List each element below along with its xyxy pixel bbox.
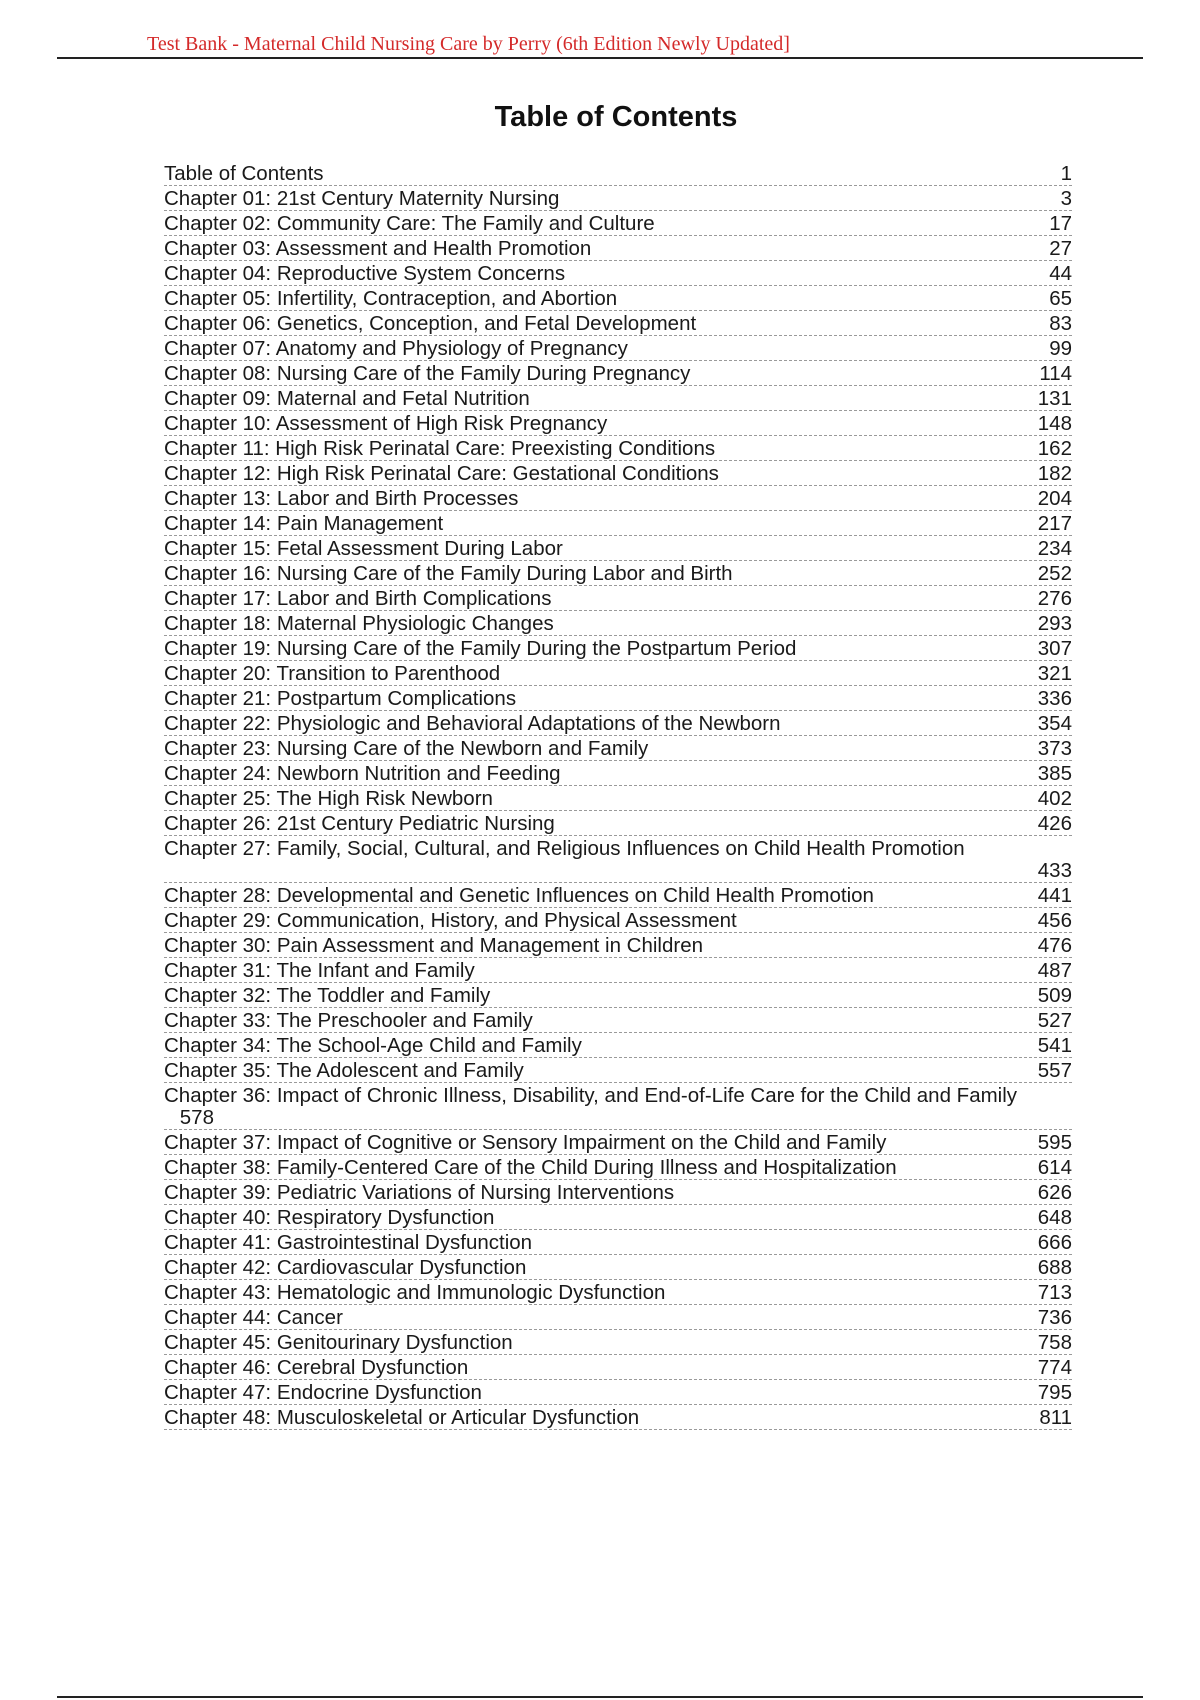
toc-entry-label: Chapter 33: The Preschooler and Family	[164, 1010, 533, 1032]
toc-entry-page-number: 476	[1037, 934, 1072, 957]
toc-entry-page-number: 307	[1037, 637, 1072, 660]
toc-entry-label: Chapter 03: Assessment and Health Promotion	[164, 238, 592, 260]
toc-entry-page-number: 648	[1037, 1206, 1072, 1229]
toc-entry[interactable]	[164, 186, 1072, 211]
running-header-title: Test Bank - Maternal Child Nursing Care by Perry (6th Edition Newly Updated]	[147, 33, 790, 55]
toc-entry-label: Chapter 27: Family, Social, Cultural, and Religious Influences on Child Health Promotion	[164, 838, 965, 860]
toc-entry-page-number: 44	[1049, 262, 1072, 285]
toc-entry[interactable]	[164, 1405, 1072, 1430]
toc-entry-label: Chapter 42: Cardiovascular Dysfunction	[164, 1257, 527, 1279]
toc-entry-page-number: 182	[1037, 462, 1072, 485]
toc-entry[interactable]	[164, 1008, 1072, 1033]
toc-entry-page-number: 293	[1037, 612, 1072, 635]
toc-entry-page-number: 3	[1060, 187, 1072, 210]
toc-entry-page-number: 204	[1037, 487, 1072, 510]
toc-entry[interactable]	[164, 1305, 1072, 1330]
toc-entry-page-number: 441	[1037, 884, 1072, 907]
toc-entry[interactable]	[164, 1155, 1072, 1180]
toc-entry[interactable]	[164, 1180, 1072, 1205]
toc-entry-label: Chapter 16: Nursing Care of the Family During Labor and Birth	[164, 563, 733, 585]
toc-entry[interactable]	[164, 561, 1072, 586]
toc-entry-label: Chapter 44: Cancer	[164, 1307, 343, 1329]
toc-entry[interactable]	[164, 711, 1072, 736]
toc-entry-label: Table of Contents	[164, 163, 324, 185]
toc-entry-label: Chapter 47: Endocrine Dysfunction	[164, 1382, 482, 1404]
toc-entry[interactable]	[164, 586, 1072, 611]
toc-entry-page-number: 17	[1049, 212, 1072, 235]
toc-entry[interactable]	[164, 736, 1072, 761]
toc-entry-label: Chapter 15: Fetal Assessment During Labor	[164, 538, 563, 560]
toc-entry[interactable]	[164, 686, 1072, 711]
toc-entry-label: Chapter 23: Nursing Care of the Newborn and Family	[164, 738, 649, 760]
toc-entry-page-number: 1	[1060, 162, 1072, 185]
toc-entry-label: Chapter 48: Musculoskeletal or Articular Dysfunction	[164, 1407, 640, 1429]
toc-entry-page-number: 509	[1037, 984, 1072, 1007]
toc-entry-page-number: 99	[1049, 337, 1072, 360]
toc-entry-page-number: 688	[1037, 1256, 1072, 1279]
toc-entry[interactable]	[164, 1230, 1072, 1255]
toc-entry-label: Chapter 40: Respiratory Dysfunction	[164, 1207, 495, 1229]
toc-entry-label: Chapter 12: High Risk Perinatal Care: Gestational Conditions	[164, 463, 719, 485]
toc-entry[interactable]	[164, 883, 1072, 908]
toc-entry[interactable]	[164, 1355, 1072, 1380]
toc-entry-page-number: 373	[1037, 737, 1072, 760]
toc-entry-label: Chapter 07: Anatomy and Physiology of Pregnancy	[164, 338, 628, 360]
toc-entry[interactable]	[164, 836, 1072, 883]
toc-entry[interactable]	[164, 908, 1072, 933]
toc-entry-label: Chapter 08: Nursing Care of the Family During Pregnancy	[164, 363, 691, 385]
toc-entry[interactable]	[164, 236, 1072, 261]
toc-entry[interactable]	[164, 436, 1072, 461]
toc-entry-label: Chapter 11: High Risk Perinatal Care: Preexisting Conditions	[164, 438, 716, 460]
toc-entry-label: Chapter 28: Developmental and Genetic Influences on Child Health Promotion	[164, 885, 874, 907]
toc-entry-label: Chapter 20: Transition to Parenthood	[164, 663, 501, 685]
toc-entry-label: Chapter 32: The Toddler and Family	[164, 985, 491, 1007]
toc-entry[interactable]	[164, 661, 1072, 686]
toc-entry[interactable]	[164, 411, 1072, 436]
toc-entry[interactable]	[164, 286, 1072, 311]
toc-entry-page-number: 148	[1037, 412, 1072, 435]
toc-entry-label: Chapter 26: 21st Century Pediatric Nursing	[164, 813, 555, 835]
toc-entry[interactable]	[164, 1205, 1072, 1230]
toc-entry-label: Chapter 09: Maternal and Fetal Nutrition	[164, 388, 530, 410]
toc-entry-page-number: 774	[1037, 1356, 1072, 1379]
toc-entry-label: Chapter 01: 21st Century Maternity Nursing	[164, 188, 560, 210]
toc-entry-page-number: 131	[1037, 387, 1072, 410]
toc-entry-label: Chapter 06: Genetics, Conception, and Fetal Development	[164, 313, 697, 335]
toc-entry-page-number: 595	[1037, 1131, 1072, 1154]
toc-entry-label: Chapter 39: Pediatric Variations of Nursing Interventions	[164, 1182, 675, 1204]
toc-entry[interactable]	[164, 311, 1072, 336]
toc-entry-page-number: 614	[1037, 1156, 1072, 1179]
toc-entry[interactable]	[164, 811, 1072, 836]
toc-entry-label: Chapter 17: Labor and Birth Complications	[164, 588, 552, 610]
toc-entry-page-number: 713	[1037, 1281, 1072, 1304]
toc-entry-page-number: 557	[1037, 1059, 1072, 1082]
toc-entry-page-number: 252	[1037, 562, 1072, 585]
toc-entry-label: Chapter 35: The Adolescent and Family	[164, 1060, 524, 1082]
toc-entry[interactable]	[164, 211, 1072, 236]
toc-entry-page-number: 426	[1037, 812, 1072, 835]
toc-entry[interactable]	[164, 1033, 1072, 1058]
toc-entry-label: Chapter 10: Assessment of High Risk Pregnancy	[164, 413, 608, 435]
toc-entry[interactable]	[164, 933, 1072, 958]
toc-entry-label: Chapter 13: Labor and Birth Processes	[164, 488, 519, 510]
toc-entry-page-number: 402	[1037, 787, 1072, 810]
toc-entry-page-number: 276	[1037, 587, 1072, 610]
toc-entry[interactable]	[164, 161, 1072, 186]
toc-entry-page-number: 578	[179, 1106, 214, 1129]
toc-entry-label: Chapter 04: Reproductive System Concerns	[164, 263, 566, 285]
footer-rule	[57, 1696, 1143, 1698]
toc-entry-page-number: 162	[1037, 437, 1072, 460]
toc-entry[interactable]	[164, 1058, 1072, 1083]
toc-entry-page-number: 433	[1037, 859, 1072, 882]
toc-entry-page-number: 626	[1037, 1181, 1072, 1204]
toc-entry-label: Chapter 46: Cerebral Dysfunction	[164, 1357, 469, 1379]
toc-entry[interactable]	[164, 636, 1072, 661]
toc-entry-label: Chapter 29: Communication, History, and Physical Assessment	[164, 910, 737, 932]
toc-entry[interactable]	[164, 336, 1072, 361]
toc-entry-page-number: 65	[1049, 287, 1072, 310]
toc-entry-label: Chapter 24: Newborn Nutrition and Feeding	[164, 763, 561, 785]
toc-entry[interactable]	[164, 1255, 1072, 1280]
toc-entry-label: Chapter 45: Genitourinary Dysfunction	[164, 1332, 513, 1354]
toc-entry-label: Chapter 05: Infertility, Contraception, and Abortion	[164, 288, 618, 310]
toc-entry-page-number: 666	[1037, 1231, 1072, 1254]
toc-entry-page-number: 217	[1037, 512, 1072, 535]
toc-entry-page-number: 114	[1039, 362, 1072, 385]
toc-entry-label: Chapter 19: Nursing Care of the Family During the Postpartum Period	[164, 638, 797, 660]
toc-entry-page-number: 541	[1037, 1034, 1072, 1057]
toc-entry-label: Chapter 31: The Infant and Family	[164, 960, 475, 982]
toc-entry-label: Chapter 36: Impact of Chronic Illness, Disability, and End-of-Life Care for the Child and Family	[164, 1085, 1018, 1107]
page-header	[57, 30, 1143, 59]
toc-entry-label: Chapter 14: Pain Management	[164, 513, 444, 535]
toc-entry-page-number: 27	[1049, 237, 1072, 260]
toc-list	[164, 161, 1072, 1430]
toc-entry-page-number: 758	[1037, 1331, 1072, 1354]
toc-entry-page-number: 321	[1037, 662, 1072, 685]
toc-entry-page-number: 736	[1037, 1306, 1072, 1329]
toc-entry-label: Chapter 18: Maternal Physiologic Changes	[164, 613, 554, 635]
toc-entry-label: Chapter 38: Family-Centered Care of the Child During Illness and Hospitalization	[164, 1157, 897, 1179]
toc-entry-label: Chapter 43: Hematologic and Immunologic Dysfunction	[164, 1282, 666, 1304]
toc-entry-label: Chapter 22: Physiologic and Behavioral Adaptations of the Newborn	[164, 713, 781, 735]
toc-entry-label: Chapter 34: The School-Age Child and Family	[164, 1035, 582, 1057]
toc-entry[interactable]	[164, 261, 1072, 286]
toc-entry[interactable]	[164, 611, 1072, 636]
toc-entry-page-number: 234	[1037, 537, 1072, 560]
toc-entry[interactable]	[164, 761, 1072, 786]
toc-entry-page-number: 795	[1037, 1381, 1072, 1404]
toc-entry[interactable]	[164, 1330, 1072, 1355]
toc-entry[interactable]	[164, 983, 1072, 1008]
toc-entry[interactable]	[164, 1380, 1072, 1405]
toc-title: Table of Contents	[494, 101, 738, 133]
toc-entry-page-number: 811	[1039, 1406, 1072, 1429]
toc-entry[interactable]	[164, 461, 1072, 486]
toc-entry-page-number: 385	[1037, 762, 1072, 785]
toc-entry-label: Chapter 41: Gastrointestinal Dysfunction	[164, 1232, 533, 1254]
toc-entry-page-number: 83	[1049, 312, 1072, 335]
toc-entry-label: Chapter 21: Postpartum Complications	[164, 688, 517, 710]
toc-entry-page-number: 487	[1037, 959, 1072, 982]
toc-entry[interactable]	[164, 536, 1072, 561]
toc-entry-label: Chapter 02: Community Care: The Family and Culture	[164, 213, 655, 235]
toc-entry[interactable]	[164, 361, 1072, 386]
toc-entry[interactable]	[164, 386, 1072, 411]
toc-entry[interactable]	[164, 1083, 1072, 1130]
toc-entry-page-number: 336	[1037, 687, 1072, 710]
toc-entry[interactable]	[164, 486, 1072, 511]
toc-entry-page-number: 527	[1037, 1009, 1072, 1032]
toc-entry-page-number: 354	[1037, 712, 1072, 735]
toc-entry-label: Chapter 37: Impact of Cognitive or Sensory Impairment on the Child and Family	[164, 1132, 887, 1154]
toc-entry[interactable]	[164, 1280, 1072, 1305]
toc-entry-page-number: 456	[1037, 909, 1072, 932]
toc-entry[interactable]	[164, 786, 1072, 811]
toc-entry[interactable]	[164, 511, 1072, 536]
toc-entry-label: Chapter 25: The High Risk Newborn	[164, 788, 493, 810]
toc-entry-label: Chapter 30: Pain Assessment and Management in Children	[164, 935, 704, 957]
toc-entry[interactable]	[164, 958, 1072, 983]
toc-entry[interactable]	[164, 1130, 1072, 1155]
